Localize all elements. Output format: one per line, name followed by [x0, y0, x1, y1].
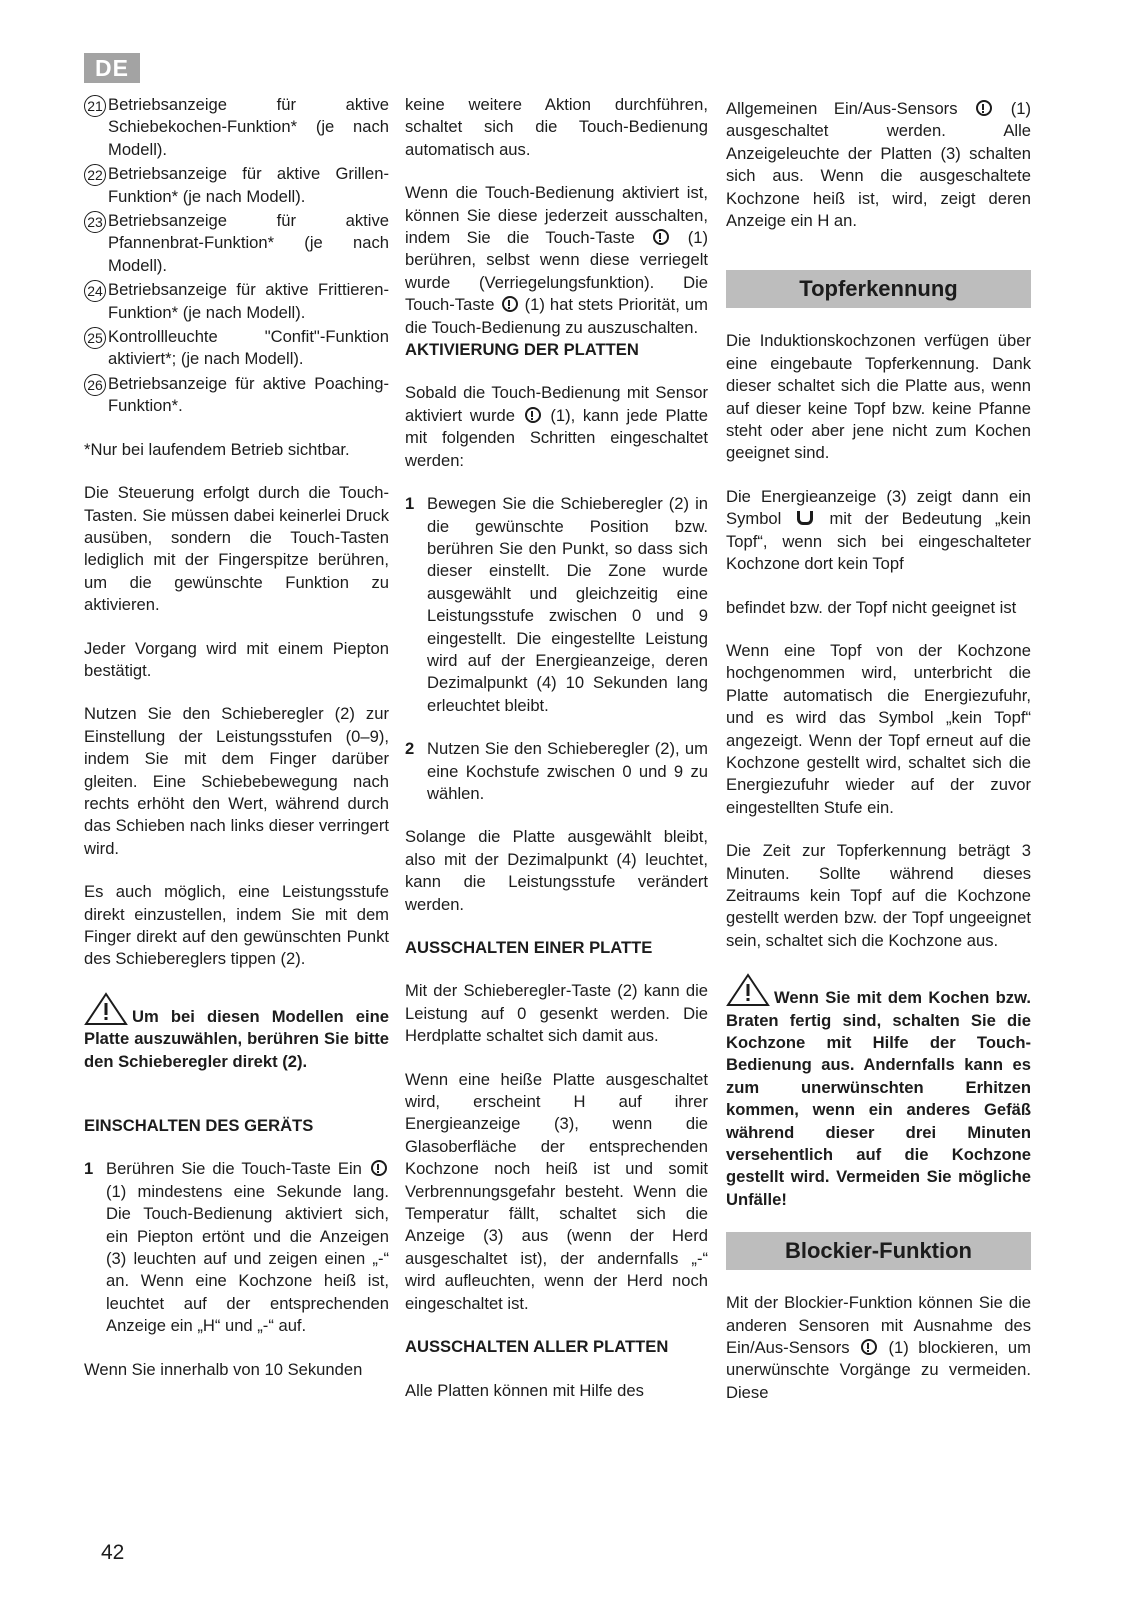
- power-icon: [525, 407, 541, 423]
- column-3: [726, 98, 1031, 1425]
- paragraph: Allgemeinen Ein/Aus-Sensors (1) ausgeschaltet werden. Alle Anzeigeleuchte der Platten (3) schalten sich aus. Wenn die ausgeschaltete Kochzone heiß ist, wird, zeigt deren Anzeige ein H an.: [726, 99, 1031, 231]
- paragraph: Mit der Blockier-Funktion können Sie die anderen Sensoren mit Ausnahme des Ein/Aus-Sensors (1) blockieren, um unerwünschte Vorgänge zu vermeiden. Diese: [726, 1293, 1031, 1402]
- column-1: [84, 94, 389, 1402]
- paragraph: Sobald die Touch-Bedienung mit Sensor aktiviert wurde (1), kann jede Platte mit folgenden Schritten eingeschaltet werden:: [405, 383, 708, 470]
- paragraph: Wenn die Touch-Bedienung aktiviert ist, können Sie diese jederzeit ausschalten, indem Sie die Touch-Taste (1) berühren, selbst wenn diese verriegelt wurde (Verriegelungsfunktion). Die Touch-Taste (1) hat stets Priorität, um die Touch-Bedienung zu auszuschalten.: [405, 183, 708, 337]
- paragraph: Die Zeit zur Topferkennung beträgt 3 Minuten. Sollte während dieses Zeitraums kein Topf auf die Kochzone gestellt werden bzw. der Topf ungeeignet sein, schaltet sich die Kochzone aus.: [726, 841, 1031, 950]
- section-heading: AUSSCHALTEN ALLER PLATTEN: [405, 1337, 669, 1357]
- section-heading: EINSCHALTEN DES GERÄTS: [84, 1116, 314, 1136]
- number-badge: 25: [84, 327, 106, 349]
- step-item: 1 Bewegen Sie die Schieberegler (2) in die gewünschte Position bzw. berühren Sie den Punkt, so dass sich dieser einstellt. Die Zone wurde ausgewählt und gleichzeitig eine Leistungsstufe zwischen 0 und 9 eingestellt. Die eingestellte Leistung wird auf der Energieanzeige, deren Dezimalpunkt (4) 10 Sekunden lang erleuchtet bleibt.: [405, 494, 708, 715]
- section-banner-blockier: Blockier-Funktion: [726, 1232, 1031, 1270]
- paragraph: Alle Platten können mit Hilfe des: [405, 1380, 644, 1400]
- section-heading: AUSSCHALTEN EINER PLATTE: [405, 938, 653, 957]
- indicator-item: 26 Betriebsanzeige für aktive Poaching-Funktion*.: [84, 373, 389, 418]
- warning-icon: [84, 992, 128, 1026]
- no-pot-icon: [797, 511, 813, 525]
- paragraph: Wenn eine heiße Platte ausgeschaltet wird, erscheint H auf ihrer Energieanzeige (3), wenn die Glasoberfläche der entsprechenden Kochzone noch heiß ist und somit Verbrennungsgefahr besteht. Wenn die Temperatur fällt, schaltet sich die Anzeige (3) aus (wenn der Herd ausgeschaltet ist), der andernfalls „-“ wird aufleuchten, wenn der Herd noch eingeschaltet ist.: [405, 1069, 708, 1313]
- section-banner-topferkennung: Topferkennung: [726, 270, 1031, 308]
- paragraph: befindet bzw. der Topf nicht geeignet ist: [726, 597, 1017, 617]
- language-tab: DE: [84, 53, 140, 83]
- page-number: 42: [101, 1541, 125, 1564]
- indicator-item: 24 Betriebsanzeige für aktive Frittieren-Funktion* (je nach Modell).: [84, 279, 389, 324]
- indicator-item: 21 Betriebsanzeige für aktive Schiebekochen-Funktion* (je nach Modell).: [84, 94, 389, 161]
- number-badge: 26: [84, 374, 106, 396]
- paragraph: Wenn eine Topf von der Kochzone hochgenommen wird, unterbricht die Platte automatisch die Energiezufuhr, und es wird das Symbol „kein Topf“ angezeigt. Wenn der Topf erneut auf die Kochzone gestellt wird, schaltet sich die Energiezufuhr wieder auf der zuvor eingestellten Stufe ein.: [726, 640, 1031, 817]
- paragraph: Die Energieanzeige (3) zeigt dann ein Symbol mit der Bedeutung „kein Topf“, wenn sich bei eingeschalteter Kochzone dort kein Topf: [726, 486, 1031, 574]
- warning-note: Wenn Sie mit dem Kochen bzw. Braten fertig sind, schalten Sie die Kochzone mit Hilfe der Touch-Bedienung aus. Andernfalls kann es zum unerwünschten Erhitzen kommen, wenn ein anderes Gefäß während dieser drei Minuten versehentlich auf die Kochzone gestellt wird. Vermeiden Sie mögliche Unfälle!: [726, 973, 1031, 1211]
- paragraph: Es auch möglich, eine Leistungsstufe direkt einzustellen, indem Sie mit dem Finger direkt auf den gewünschten Punkt des Schiebereglers tippen (2).: [84, 882, 389, 969]
- paragraph: keine weitere Aktion durchführen, schaltet sich die Touch-Bedienung automatisch aus.: [405, 95, 708, 159]
- power-icon: [371, 1160, 387, 1176]
- paragraph: Solange die Platte ausgewählt bleibt, also mit der Dezimalpunkt (4) leuchtet, kann die Leistungsstufe verändert werden.: [405, 827, 708, 914]
- power-icon: [976, 100, 992, 116]
- indicator-item: 23 Betriebsanzeige für aktive Pfannenbrat-Funktion* (je nach Modell).: [84, 210, 389, 277]
- paragraph: Jeder Vorgang wird mit einem Piepton bestätigt.: [84, 638, 389, 680]
- step-item: 2 Nutzen Sie den Schieberegler (2), um eine Kochstufe zwischen 0 und 9 zu wählen.: [405, 739, 708, 803]
- power-icon: [861, 1339, 877, 1355]
- column-2: [405, 94, 708, 1423]
- paragraph: Nutzen Sie den Schieberegler (2) zur Einstellung der Leistungsstufen (0–9), indem Sie mit dem Finger darüber gleiten. Eine Schiebebewegung nach rechts erhöht den Wert, während durch das Schieben nach links dieser verringert wird.: [84, 704, 389, 858]
- warning-note: Um bei diesen Modellen eine Platte auszuwählen, berühren Sie bitte den Schieberegler direkt (2).: [84, 992, 389, 1073]
- number-badge: 22: [84, 164, 106, 186]
- step-item: 1 Berühren Sie die Touch-Taste Ein (1) mindestens eine Sekunde lang. Die Touch-Bedienung aktiviert sich, ein Piepton ertönt und die Anzeigen (3) leuchten auf und zeigen einen „-“ an. Wenn eine Kochzone heiß ist, leuchtet auf der entsprechenden Anzeige ein „H“ und „-“ auf.: [84, 1159, 389, 1336]
- power-icon: [653, 229, 669, 245]
- number-badge: 23: [84, 211, 106, 233]
- number-badge: 21: [84, 95, 106, 117]
- indicator-item: 25 Kontrollleuchte "Confit"-Funktion aktiviert*; (je nach Modell).: [84, 326, 389, 371]
- warning-icon: [726, 973, 770, 1007]
- section-heading: AKTIVIERUNG DER PLATTEN: [405, 340, 639, 360]
- paragraph: Die Steuerung erfolgt durch die Touch-Tasten. Sie müssen dabei keinerlei Druck ausüben, sondern die Touch-Tasten lediglich mit der Fingerspitze berühren, um die gewünschte Funktion zu aktivieren.: [84, 483, 389, 615]
- footnote: *Nur bei laufendem Betrieb sichtbar.: [84, 439, 350, 459]
- number-badge: 24: [84, 280, 106, 302]
- indicator-item: 22 Betriebsanzeige für aktive Grillen-Funktion* (je nach Modell).: [84, 163, 389, 208]
- paragraph: Die Induktionskochzonen verfügen über eine eingebaute Topferkennung. Dank dieser schaltet sich die Platte aus, wenn auf dieser keine Topf bzw. keine Pfanne steht oder aber jene nicht zum Kochen geeignet sind.: [726, 331, 1031, 463]
- paragraph: Mit der Schieberegler-Taste (2) kann die Leistung auf 0 gesenkt werden. Die Herdplatte schaltet sich damit aus.: [405, 981, 708, 1046]
- paragraph: Wenn Sie innerhalb von 10 Sekunden: [84, 1359, 363, 1379]
- power-icon: [502, 296, 518, 312]
